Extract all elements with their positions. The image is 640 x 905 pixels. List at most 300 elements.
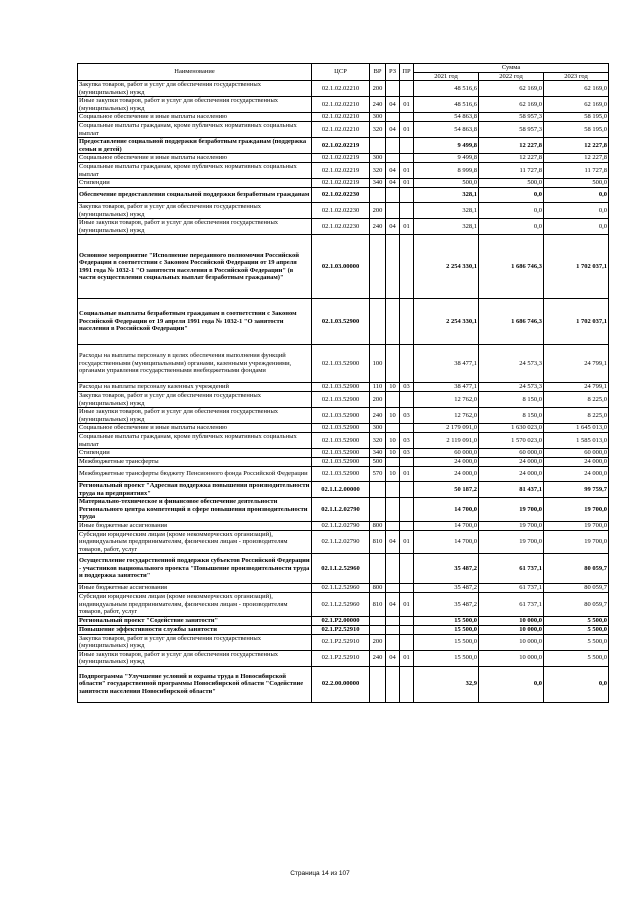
row-sum-2022: 62 169,0 (479, 81, 544, 97)
row-vr (370, 482, 386, 498)
row-rz: 10 (386, 449, 400, 458)
row-name: Иные закупки товаров, работ и услуг для обеспечения государственных (муниципальных) нужд (78, 650, 312, 666)
row-sum-2023: 1 585 013,0 (544, 433, 609, 449)
row-pr (400, 521, 414, 530)
row-sum-2021: 15 500,0 (414, 625, 479, 634)
row-rz (386, 113, 400, 122)
row-vr (370, 188, 386, 203)
row-pr: 01 (400, 122, 414, 138)
header-year-2021: 2021 год (414, 72, 479, 81)
row-vr: 340 (370, 449, 386, 458)
header-rz: РЗ (386, 64, 400, 81)
row-vr: 200 (370, 634, 386, 650)
row-sum-2021: 15 500,0 (414, 634, 479, 650)
row-vr: 300 (370, 113, 386, 122)
row-rz: 04 (386, 219, 400, 235)
row-sum-2023: 58 195,0 (544, 113, 609, 122)
row-csr: 02.1.03.52900 (312, 458, 370, 467)
row-sum-2022: 12 227,8 (479, 138, 544, 154)
row-pr (400, 113, 414, 122)
row-sum-2023: 80 059,7 (544, 584, 609, 593)
page-footer: Страница 14 из 107 (290, 870, 350, 877)
row-sum-2022: 0,0 (479, 666, 544, 702)
row-vr (370, 554, 386, 584)
row-pr: 03 (400, 383, 414, 392)
row-name: Подпрограмма "Улучшение условий и охраны труда в Новосибирской области" государственной программы Новосибирской области "Содействие занятости населения Новосибирской области" (78, 666, 312, 702)
row-rz (386, 138, 400, 154)
row-sum-2023: 1 645 013,0 (544, 424, 609, 433)
row-vr (370, 616, 386, 625)
row-name: Региональный проект "Содействие занятости" (78, 616, 312, 625)
row-sum-2022: 24 000,0 (479, 458, 544, 467)
row-sum-2022: 24 000,0 (479, 467, 544, 482)
row-name: Иные бюджетные ассигнования (78, 584, 312, 593)
row-vr: 800 (370, 584, 386, 593)
row-sum-2022: 10 000,0 (479, 634, 544, 650)
row-rz: 04 (386, 122, 400, 138)
row-name: Расходы на выплаты персоналу казенных учреждений (78, 383, 312, 392)
row-rz (386, 616, 400, 625)
row-sum-2021: 12 762,0 (414, 408, 479, 424)
row-pr: 03 (400, 408, 414, 424)
row-rz (386, 345, 400, 383)
row-vr (370, 498, 386, 522)
table-row (78, 530, 609, 554)
row-vr: 200 (370, 203, 386, 219)
row-rz (386, 392, 400, 408)
row-pr: 01 (400, 593, 414, 617)
row-sum-2023: 99 759,7 (544, 482, 609, 498)
row-csr: 02.1.03.52900 (312, 345, 370, 383)
row-sum-2022: 60 000,0 (479, 449, 544, 458)
row-csr: 02.1.02.02210 (312, 81, 370, 97)
row-sum-2023: 5 500,0 (544, 634, 609, 650)
table-row (78, 113, 609, 122)
row-csr: 02.1.L2.52960 (312, 554, 370, 584)
table-row (78, 235, 609, 299)
row-sum-2021: 38 477,1 (414, 345, 479, 383)
row-pr: 01 (400, 467, 414, 482)
table-row (78, 424, 609, 433)
row-name: Закупка товаров, работ и услуг для обеспечения государственных (муниципальных) нужд (78, 81, 312, 97)
row-pr (400, 154, 414, 163)
row-name: Социальные выплаты безработным гражданам в соответствии с Законом Российской Федерации от 19 апреля 1991 года № 1032-1 "О занятости населения в Российской Федерации" (78, 299, 312, 345)
row-sum-2023: 0,0 (544, 666, 609, 702)
row-csr: 02.1.L2.02790 (312, 498, 370, 522)
row-pr: 01 (400, 650, 414, 666)
table-row (78, 554, 609, 584)
table-row (78, 392, 609, 408)
row-sum-2021: 48 516,6 (414, 81, 479, 97)
row-sum-2022: 8 150,0 (479, 408, 544, 424)
table-row (78, 433, 609, 449)
table-row (78, 408, 609, 424)
row-pr (400, 482, 414, 498)
row-sum-2021: 54 863,8 (414, 113, 479, 122)
row-rz: 04 (386, 650, 400, 666)
row-name: Субсидии юридическим лицам (кроме некоммерческих организаций), индивидуальным предпринимателям, физическим лицам - производителям товаров, работ, услуг (78, 530, 312, 554)
row-sum-2021: 2 254 330,1 (414, 299, 479, 345)
row-name: Осуществление государственной поддержки субъектов Российской Федерации - участников национального проекта "Повышение производительности труда и поддержка занятости" (78, 554, 312, 584)
row-sum-2023: 5 500,0 (544, 616, 609, 625)
row-rz: 04 (386, 179, 400, 188)
row-sum-2023: 12 227,8 (544, 138, 609, 154)
row-sum-2023: 62 169,0 (544, 81, 609, 97)
table-row (78, 383, 609, 392)
row-csr: 02.1.02.02210 (312, 97, 370, 113)
row-vr: 340 (370, 179, 386, 188)
row-csr: 02.1.P2.52910 (312, 625, 370, 634)
row-sum-2023: 24 000,0 (544, 458, 609, 467)
row-rz: 04 (386, 163, 400, 179)
row-sum-2023: 5 500,0 (544, 625, 609, 634)
row-sum-2022: 10 000,0 (479, 650, 544, 666)
row-name: Обеспечение предоставления социальной поддержки безработным гражданам (78, 188, 312, 203)
row-vr (370, 138, 386, 154)
row-sum-2022: 12 227,8 (479, 154, 544, 163)
table-row (78, 616, 609, 625)
row-pr (400, 666, 414, 702)
row-rz: 04 (386, 530, 400, 554)
row-sum-2021: 50 187,2 (414, 482, 479, 498)
row-sum-2021: 328,1 (414, 188, 479, 203)
row-rz (386, 203, 400, 219)
table-row (78, 154, 609, 163)
table-row (78, 219, 609, 235)
row-sum-2021: 35 487,2 (414, 584, 479, 593)
row-sum-2022: 11 727,8 (479, 163, 544, 179)
row-sum-2023: 19 700,0 (544, 498, 609, 522)
row-pr (400, 498, 414, 522)
row-rz: 10 (386, 383, 400, 392)
table-row (78, 498, 609, 522)
row-rz: 10 (386, 467, 400, 482)
row-name: Межбюджетные трансферты бюджету Пенсионного фонда Российской Федерации (78, 467, 312, 482)
row-rz (386, 554, 400, 584)
row-csr: 02.1.02.02219 (312, 163, 370, 179)
row-vr: 100 (370, 345, 386, 383)
budget-table (77, 63, 609, 703)
row-sum-2022: 10 000,0 (479, 616, 544, 625)
row-sum-2023: 24 000,0 (544, 467, 609, 482)
row-sum-2022: 19 700,0 (479, 498, 544, 522)
row-vr (370, 299, 386, 345)
row-pr: 01 (400, 179, 414, 188)
row-csr: 02.1.L2.52960 (312, 593, 370, 617)
row-sum-2023: 0,0 (544, 203, 609, 219)
row-sum-2023: 24 799,1 (544, 383, 609, 392)
row-vr: 500 (370, 458, 386, 467)
row-csr: 02.1.L2.02790 (312, 530, 370, 554)
row-pr (400, 458, 414, 467)
row-pr (400, 235, 414, 299)
row-vr: 810 (370, 593, 386, 617)
row-sum-2023: 11 727,8 (544, 163, 609, 179)
row-sum-2023: 80 059,7 (544, 554, 609, 584)
row-pr: 01 (400, 163, 414, 179)
row-sum-2021: 60 000,0 (414, 449, 479, 458)
row-csr: 02.1.03.52900 (312, 392, 370, 408)
row-pr (400, 138, 414, 154)
row-sum-2023: 1 702 037,1 (544, 235, 609, 299)
row-sum-2021: 8 999,8 (414, 163, 479, 179)
row-sum-2021: 328,1 (414, 219, 479, 235)
row-vr: 200 (370, 81, 386, 97)
row-sum-2022: 0,0 (479, 219, 544, 235)
row-sum-2021: 24 000,0 (414, 467, 479, 482)
row-rz: 10 (386, 433, 400, 449)
row-vr: 300 (370, 424, 386, 433)
row-rz (386, 458, 400, 467)
row-pr (400, 188, 414, 203)
row-rz (386, 584, 400, 593)
row-vr (370, 625, 386, 634)
row-sum-2022: 8 150,0 (479, 392, 544, 408)
row-vr: 240 (370, 408, 386, 424)
row-csr: 02.1.L2.02790 (312, 521, 370, 530)
row-vr: 300 (370, 154, 386, 163)
row-pr: 03 (400, 433, 414, 449)
row-vr: 240 (370, 97, 386, 113)
table-row (78, 634, 609, 650)
table-row (78, 666, 609, 702)
row-sum-2021: 9 499,8 (414, 138, 479, 154)
row-csr: 02.1.P2.52910 (312, 634, 370, 650)
table-row (78, 345, 609, 383)
row-name: Закупка товаров, работ и услуг для обеспечения государственных (муниципальных) нужд (78, 634, 312, 650)
row-sum-2023: 0,0 (544, 219, 609, 235)
row-sum-2021: 2 254 330,1 (414, 235, 479, 299)
row-sum-2021: 500,0 (414, 179, 479, 188)
row-sum-2021: 35 487,2 (414, 593, 479, 617)
header-pr: ПР (400, 64, 414, 81)
row-sum-2023: 58 195,0 (544, 122, 609, 138)
row-vr: 810 (370, 530, 386, 554)
row-pr (400, 203, 414, 219)
row-sum-2023: 19 700,0 (544, 521, 609, 530)
row-csr: 02.1.02.02210 (312, 122, 370, 138)
row-sum-2022: 1 570 023,0 (479, 433, 544, 449)
row-csr: 02.1.03.52900 (312, 408, 370, 424)
row-sum-2021: 9 499,8 (414, 154, 479, 163)
row-sum-2021: 24 000,0 (414, 458, 479, 467)
table-row (78, 97, 609, 113)
row-vr: 320 (370, 122, 386, 138)
row-vr: 800 (370, 521, 386, 530)
row-sum-2021: 54 863,8 (414, 122, 479, 138)
row-pr (400, 299, 414, 345)
row-rz (386, 188, 400, 203)
row-vr (370, 235, 386, 299)
row-name: Повышение эффективности службы занятости (78, 625, 312, 634)
row-sum-2023: 24 799,1 (544, 345, 609, 383)
row-sum-2021: 38 477,1 (414, 383, 479, 392)
row-rz (386, 666, 400, 702)
row-csr: 02.1.02.02230 (312, 188, 370, 203)
row-sum-2021: 2 179 091,0 (414, 424, 479, 433)
row-csr: 02.2.00.00000 (312, 666, 370, 702)
table-row (78, 467, 609, 482)
row-csr: 02.1.03.52900 (312, 433, 370, 449)
row-sum-2023: 19 700,0 (544, 530, 609, 554)
header-csr: ЦСР (312, 64, 370, 81)
row-sum-2023: 60 000,0 (544, 449, 609, 458)
row-sum-2021: 32,9 (414, 666, 479, 702)
row-sum-2022: 61 737,1 (479, 584, 544, 593)
row-sum-2021: 15 500,0 (414, 616, 479, 625)
row-name: Социальные выплаты гражданам, кроме публичных нормативных социальных выплат (78, 163, 312, 179)
row-csr: 02.1.02.02219 (312, 154, 370, 163)
row-name: Иные закупки товаров, работ и услуг для обеспечения государственных (муниципальных) нужд (78, 219, 312, 235)
row-sum-2022: 1 630 023,0 (479, 424, 544, 433)
row-csr: 02.1.03.00000 (312, 235, 370, 299)
row-rz: 10 (386, 408, 400, 424)
row-sum-2022: 0,0 (479, 188, 544, 203)
row-sum-2022: 24 573,3 (479, 345, 544, 383)
row-pr (400, 634, 414, 650)
row-pr (400, 424, 414, 433)
row-csr: 02.1.L2.00000 (312, 482, 370, 498)
row-pr: 01 (400, 97, 414, 113)
row-sum-2021: 35 487,2 (414, 554, 479, 584)
row-sum-2022: 58 957,3 (479, 122, 544, 138)
row-vr: 200 (370, 392, 386, 408)
row-rz (386, 634, 400, 650)
row-rz (386, 299, 400, 345)
row-pr: 01 (400, 219, 414, 235)
row-sum-2023: 5 500,0 (544, 650, 609, 666)
row-rz (386, 625, 400, 634)
header-year-2022: 2022 год (479, 72, 544, 81)
row-csr: 02.1.03.52900 (312, 424, 370, 433)
row-sum-2022: 81 437,1 (479, 482, 544, 498)
row-name: Иные закупки товаров, работ и услуг для обеспечения государственных (муниципальных) нужд (78, 97, 312, 113)
row-sum-2023: 62 169,0 (544, 97, 609, 113)
row-vr: 240 (370, 650, 386, 666)
row-name: Иные бюджетные ассигнования (78, 521, 312, 530)
table-row (78, 625, 609, 634)
table-row (78, 458, 609, 467)
row-sum-2023: 12 227,8 (544, 154, 609, 163)
row-sum-2021: 14 700,0 (414, 498, 479, 522)
row-sum-2022: 19 700,0 (479, 521, 544, 530)
row-vr: 320 (370, 163, 386, 179)
row-sum-2022: 24 573,3 (479, 383, 544, 392)
row-rz: 04 (386, 97, 400, 113)
table-row (78, 593, 609, 617)
row-name: Стипендии (78, 179, 312, 188)
row-name: Расходы на выплаты персоналу в целях обеспечения выполнения функций государственными (муниципальными) органами, казенными учреждениями, органами управления государственными внебюджетными фондами (78, 345, 312, 383)
row-sum-2022: 1 686 746,3 (479, 235, 544, 299)
row-sum-2021: 48 516,6 (414, 97, 479, 113)
row-sum-2023: 0,0 (544, 188, 609, 203)
row-pr (400, 392, 414, 408)
table-row (78, 482, 609, 498)
row-sum-2021: 14 700,0 (414, 530, 479, 554)
row-name: Субсидии юридическим лицам (кроме некоммерческих организаций), индивидуальным предпринимателям, физическим лицам - производителям товаров, работ, услуг (78, 593, 312, 617)
row-rz: 04 (386, 593, 400, 617)
table-row (78, 163, 609, 179)
row-sum-2021: 15 500,0 (414, 650, 479, 666)
row-name: Предоставление социальной поддержки безработным гражданам (поддержка семьи и детей) (78, 138, 312, 154)
row-vr: 320 (370, 433, 386, 449)
row-sum-2023: 80 059,7 (544, 593, 609, 617)
row-vr: 240 (370, 219, 386, 235)
row-sum-2023: 8 225,0 (544, 408, 609, 424)
row-name: Закупка товаров, работ и услуг для обеспечения государственных (муниципальных) нужд (78, 392, 312, 408)
row-pr: 03 (400, 449, 414, 458)
table-row (78, 299, 609, 345)
row-name: Иные закупки товаров, работ и услуг для обеспечения государственных (муниципальных) нужд (78, 408, 312, 424)
row-name: Межбюджетные трансферты (78, 458, 312, 467)
row-csr: 02.1.P2.52910 (312, 650, 370, 666)
row-pr (400, 625, 414, 634)
header-vr: ВР (370, 64, 386, 81)
row-sum-2022: 500,0 (479, 179, 544, 188)
row-pr: 01 (400, 530, 414, 554)
row-name: Стипендии (78, 449, 312, 458)
row-csr: 02.1.02.02219 (312, 138, 370, 154)
row-csr: 02.1.02.02219 (312, 179, 370, 188)
row-sum-2021: 328,1 (414, 203, 479, 219)
row-sum-2022: 0,0 (479, 203, 544, 219)
row-vr: 570 (370, 467, 386, 482)
row-sum-2023: 8 225,0 (544, 392, 609, 408)
row-sum-2022: 61 737,1 (479, 593, 544, 617)
row-csr: 02.1.02.02230 (312, 219, 370, 235)
table-row (78, 584, 609, 593)
row-name: Социальные выплаты гражданам, кроме публичных нормативных социальных выплат (78, 433, 312, 449)
row-name: Социальное обеспечение и иные выплаты населению (78, 113, 312, 122)
row-csr: 02.1.03.52900 (312, 449, 370, 458)
row-sum-2021: 14 700,0 (414, 521, 479, 530)
header-sum: Сумма (414, 64, 609, 73)
row-rz (386, 498, 400, 522)
row-pr (400, 345, 414, 383)
row-pr (400, 81, 414, 97)
table-row (78, 138, 609, 154)
row-csr: 02.1.03.52900 (312, 299, 370, 345)
row-sum-2021: 12 762,0 (414, 392, 479, 408)
row-rz (386, 521, 400, 530)
row-sum-2022: 61 737,1 (479, 554, 544, 584)
row-sum-2022: 58 957,3 (479, 113, 544, 122)
row-csr: 02.1.P2.00000 (312, 616, 370, 625)
row-name: Социальное обеспечение и иные выплаты населению (78, 154, 312, 163)
table-row (78, 188, 609, 203)
row-rz (386, 235, 400, 299)
row-name: Материально-техническое и финансовое обеспечение деятельности Регионального центра компетенций в сфере повышения производительности труда (78, 498, 312, 522)
row-sum-2022: 10 000,0 (479, 625, 544, 634)
row-vr (370, 666, 386, 702)
row-csr: 02.1.03.52900 (312, 383, 370, 392)
table-row (78, 179, 609, 188)
row-vr: 110 (370, 383, 386, 392)
row-name: Закупка товаров, работ и услуг для обеспечения государственных (муниципальных) нужд (78, 203, 312, 219)
row-rz (386, 482, 400, 498)
row-sum-2022: 19 700,0 (479, 530, 544, 554)
row-sum-2022: 62 169,0 (479, 97, 544, 113)
table-header-row (78, 64, 609, 73)
table-row (78, 650, 609, 666)
row-name: Социальные выплаты гражданам, кроме публичных нормативных социальных выплат (78, 122, 312, 138)
row-sum-2022: 1 686 746,3 (479, 299, 544, 345)
table-row (78, 521, 609, 530)
header-name: Наименование (78, 64, 312, 81)
row-rz (386, 81, 400, 97)
row-csr: 02.1.03.52900 (312, 467, 370, 482)
row-csr: 02.1.L2.52960 (312, 584, 370, 593)
